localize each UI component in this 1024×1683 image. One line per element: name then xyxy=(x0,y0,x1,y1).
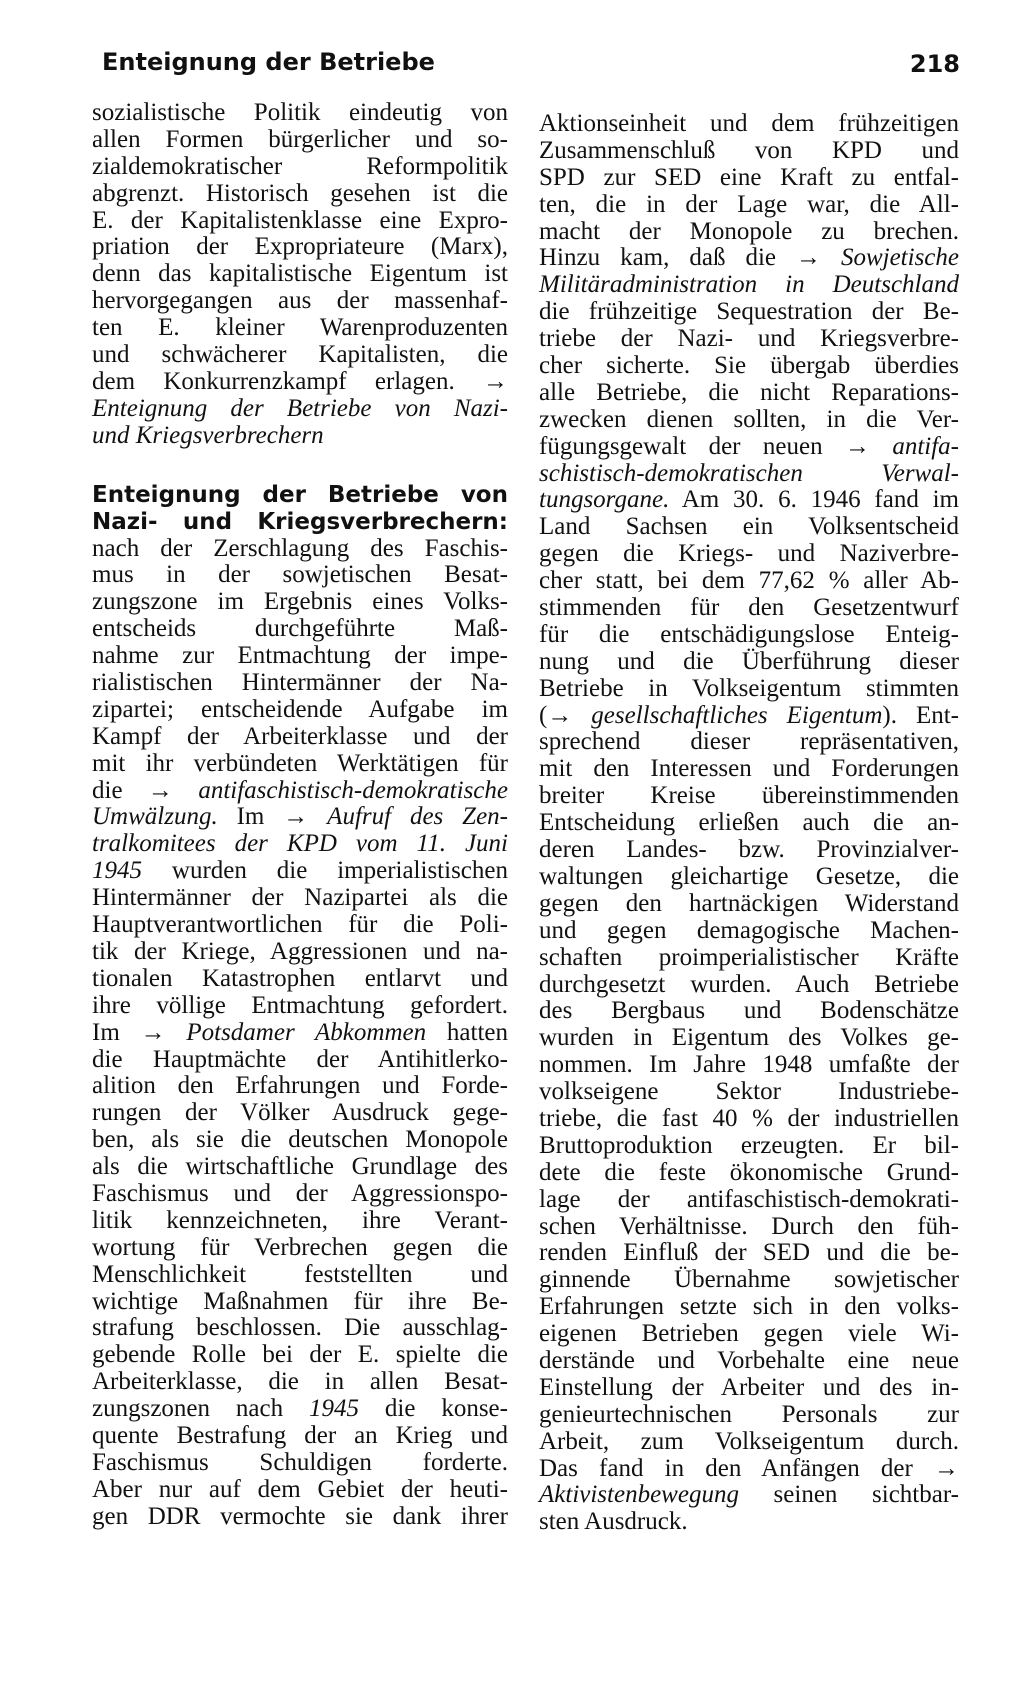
text-line: die Hauptmächte der Antihitlerko- xyxy=(92,1045,508,1073)
text-line: schistisch-demokratischen Verwal- xyxy=(539,459,959,487)
text-line: (→ gesellschaftliches Eigentum). Ent- xyxy=(539,701,960,729)
text-line: ten, die in der Lage war, die All- xyxy=(539,190,959,218)
text-line: tionalen Katastrophen entlarvt und xyxy=(92,964,508,992)
text-line: gen DDR vermochte sie dank ihrer xyxy=(92,1502,508,1530)
text-line: sten Ausdruck. xyxy=(539,1508,688,1536)
text-line: renden Einfluß der SED und die be- xyxy=(539,1239,959,1267)
text-line: gegen den hartnäckigen Widerstand xyxy=(539,889,959,917)
text-line: cher statt, bei dem 77,62 % aller Ab- xyxy=(539,567,959,595)
text-line: die frühzeitige Sequestration der Be- xyxy=(539,298,959,326)
page-header xyxy=(102,48,960,88)
text-line: zungszonen nach 1945 die konse- xyxy=(92,1395,508,1423)
text-line: Aktionseinheit und dem frühzeitigen xyxy=(539,110,959,137)
text-line: Das fand in den Anfängen der → xyxy=(539,1454,959,1482)
text-line: rungen der Völker Ausdruck gege- xyxy=(92,1099,508,1127)
text-line: Menschlichkeit feststellten und xyxy=(92,1260,508,1288)
text-line: durchgesetzt wurden. Auch Betriebe xyxy=(539,970,959,998)
text-line: Faschismus und der Aggressionspo- xyxy=(92,1179,508,1207)
text-line: priation der Expropriateure (Marx), xyxy=(92,233,508,261)
text-line: E. der Kapitalistenklasse eine Expro- xyxy=(92,206,508,234)
entry-headword: Enteignung der Betriebe von xyxy=(92,481,508,508)
text-line: Enteignung der Betriebe von Nazi- xyxy=(92,394,508,422)
text-line: wurden in Eigentum des Volkes ge- xyxy=(539,1024,959,1052)
text-line: als die wirtschaftliche Grundlage des xyxy=(92,1153,508,1181)
text-line: litik kennzeichneten, ihre Verant- xyxy=(92,1206,508,1234)
running-head-title: Enteignung der Betriebe xyxy=(102,48,435,76)
text-line: Arbeiterklasse, die in allen Besat- xyxy=(92,1368,508,1396)
text-line: triebe der Nazi- und Kriegsverbre- xyxy=(539,325,959,353)
text-line: ten E. kleiner Warenproduzenten xyxy=(92,314,508,342)
text-line: nach der Zerschlagung des Faschis- xyxy=(92,534,508,562)
text-line: Entscheidung erließen auch die an- xyxy=(539,809,959,837)
text-line: zwecken dienen sollten, in die Ver- xyxy=(539,405,959,433)
text-line: zungszone im Ergebnis eines Volks- xyxy=(92,588,508,616)
text-line: und Kriegsverbrechern xyxy=(92,421,324,449)
right-column xyxy=(539,111,959,1536)
text-line: cher sicherte. Sie übergab überdies xyxy=(539,352,959,380)
text-line: waltungen gleichartige Gesetze, die xyxy=(539,862,959,890)
text-line: Aber nur auf dem Gebiet der heuti- xyxy=(92,1475,508,1503)
text-line: Aktivistenbewegung seinen sichtbar- xyxy=(539,1481,959,1509)
text-line: volkseigene Sektor Industriebe- xyxy=(539,1078,959,1106)
text-line: nung und die Überführung dieser xyxy=(539,647,959,675)
text-line: Hintermänner der Nazipartei als die xyxy=(92,884,508,912)
text-line: dem Konkurrenzkampf erlagen. → xyxy=(92,367,508,395)
text-line: 1945 wurden die imperialistischen xyxy=(92,857,508,885)
text-line: für die entschädigungslose Enteig- xyxy=(539,620,959,648)
text-line: Im → Potsdamer Abkommen hatten xyxy=(92,1018,508,1046)
text-line: Militäradministration in Deutschland xyxy=(539,271,959,299)
text-line: ihre völlige Entmachtung gefordert. xyxy=(92,991,508,1019)
text-line: Arbeit, zum Volkseigentum durch. xyxy=(539,1427,959,1455)
text-line: SPD zur SED eine Kraft zu entfal- xyxy=(539,163,959,191)
text-line: deren Landes- bzw. Provinzialver- xyxy=(539,836,959,864)
text-line: schaften proimperialistischer Kräfte xyxy=(539,943,959,971)
text-line: ginnende Übernahme sowjetischer xyxy=(539,1266,959,1294)
text-line: die → antifaschistisch-demokratische xyxy=(92,776,508,804)
text-line: nommen. Im Jahre 1948 umfaßte der xyxy=(539,1051,959,1079)
text-line: Faschismus Schuldigen forderte. xyxy=(92,1448,508,1476)
text-line: Umwälzung. Im → Aufruf des Zen- xyxy=(92,803,508,831)
text-line: Hinzu kam, daß die → Sowjetische xyxy=(539,244,959,272)
text-line: Kampf der Arbeiterklasse und der xyxy=(92,722,508,750)
text-line: genieurtechnischen Personals zur xyxy=(539,1400,959,1428)
text-line: eigenen Betrieben gegen viele Wi- xyxy=(539,1320,959,1348)
text-line: Zusammenschluß von KPD und xyxy=(539,136,959,164)
text-line: allen Formen bürgerlicher und so- xyxy=(92,125,508,153)
text-line: gegen die Kriegs- und Naziverbre- xyxy=(539,540,959,568)
text-line: und schwächerer Kapitalisten, die xyxy=(92,341,508,369)
text-line: hervorgegangen aus der massenhaf- xyxy=(92,287,508,315)
text-line: Einstellung der Arbeiter und des in- xyxy=(539,1373,959,1401)
text-line: breiter Kreise übereinstimmenden xyxy=(539,782,959,810)
text-line: Hauptverantwortlichen für die Poli- xyxy=(92,911,508,939)
text-line: nahme zur Entmachtung der impe- xyxy=(92,642,508,670)
text-line: lage der antifaschistisch-demokrati- xyxy=(539,1185,959,1213)
text-line: tik der Kriege, Aggressionen und na- xyxy=(92,937,508,965)
text-line: gebende Rolle bei der E. spielte die xyxy=(92,1341,508,1369)
text-line: entscheids durchgeführte Maß- xyxy=(92,615,508,643)
entry-spacer xyxy=(92,450,508,482)
text-line: alle Betriebe, die nicht Reparations- xyxy=(539,378,959,406)
text-line: sozialistische Politik eindeutig von xyxy=(92,99,508,126)
text-line: derstände und Vorbehalte eine neue xyxy=(539,1346,959,1374)
text-line: rialistischen Hintermänner der Na- xyxy=(92,669,508,697)
text-line: zipartei; entscheidende Aufgabe im xyxy=(92,695,508,723)
entry-headword: Nazi- und Kriegsverbrechern: xyxy=(92,508,508,535)
text-line: des Bergbaus und Bodenschätze xyxy=(539,997,959,1025)
text-line: Bruttoproduktion erzeugten. Er bil- xyxy=(539,1131,959,1159)
text-line: tralkomitees der KPD vom 11. Juni xyxy=(92,830,508,858)
text-line: tungsorgane. Am 30. 6. 1946 fand im xyxy=(539,486,959,514)
text-line: sprechend dieser repräsentativen, xyxy=(539,728,959,756)
text-line: und gegen demagogische Machen- xyxy=(539,916,959,944)
text-line: dete die feste ökonomische Grund- xyxy=(539,1158,959,1186)
text-line: macht der Monopole zu brechen. xyxy=(539,217,959,245)
text-line: fügungsgewalt der neuen → antifa- xyxy=(539,432,959,460)
text-line: mit ihr verbündeten Werktätigen für xyxy=(92,749,508,777)
text-line: Betriebe in Volkseigentum stimmten xyxy=(539,674,959,702)
text-line: mus in der sowjetischen Besat- xyxy=(92,561,508,589)
text-line: quente Bestrafung der an Krieg und xyxy=(92,1421,508,1449)
text-line: alition den Erfahrungen und Forde- xyxy=(92,1072,508,1100)
text-line: wichtige Maßnahmen für ihre Be- xyxy=(92,1287,508,1315)
text-line: abgrenzt. Historisch gesehen ist die xyxy=(92,179,508,207)
text-line: ben, als sie die deutschen Monopole xyxy=(92,1126,508,1154)
text-line: mit den Interessen und Forderungen xyxy=(539,755,959,783)
text-line: denn das kapitalistische Eigentum ist xyxy=(92,260,508,288)
text-line: schen Verhältnisse. Durch den füh- xyxy=(539,1212,959,1240)
text-line: stimmenden für den Gesetzentwurf xyxy=(539,594,959,622)
page-number: 218 xyxy=(909,50,960,78)
text-line: Erfahrungen setzte sich in den volks- xyxy=(539,1293,959,1321)
text-line: Land Sachsen ein Volksentscheid xyxy=(539,513,959,541)
text-line: zialdemokratischer Reformpolitik xyxy=(92,152,508,180)
text-line: wortung für Verbrechen gegen die xyxy=(92,1233,508,1261)
text-line: triebe, die fast 40 % der industriellen xyxy=(539,1104,959,1132)
left-column xyxy=(92,100,508,1531)
text-line: strafung beschlossen. Die ausschlag- xyxy=(92,1314,508,1342)
